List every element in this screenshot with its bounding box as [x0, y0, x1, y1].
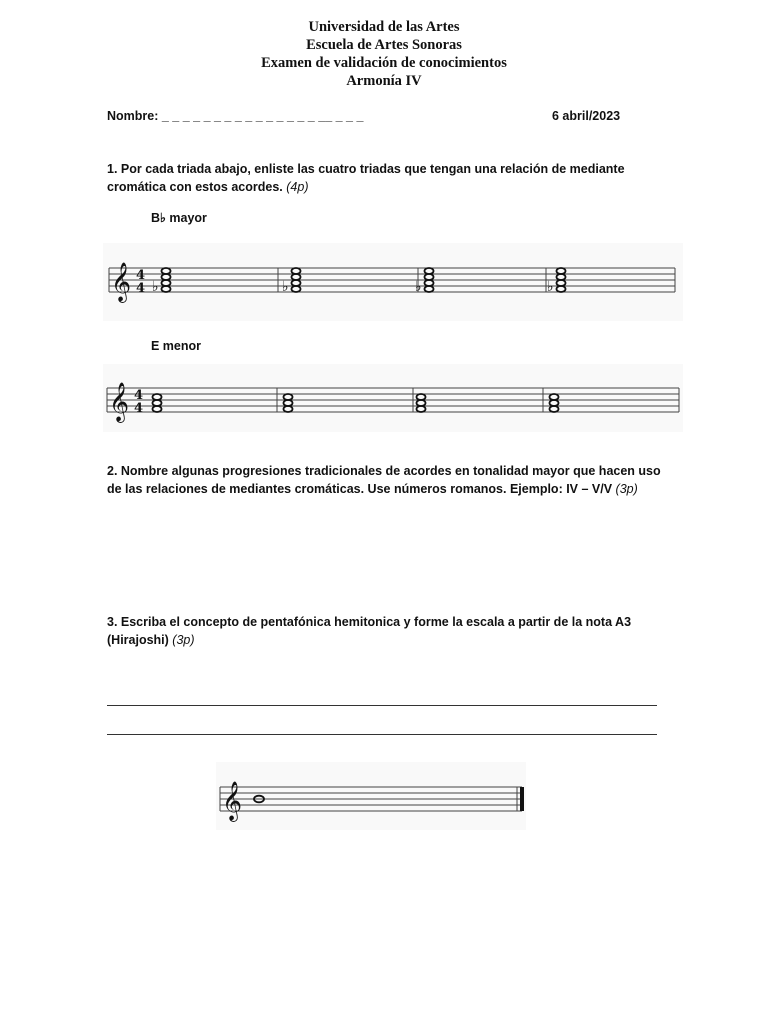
time-signature-top: 4 — [134, 388, 144, 403]
school-name: Escuela de Artes Sonoras — [306, 37, 462, 53]
time-signature-bottom: 4 — [134, 401, 144, 416]
question-1-points: (4p) — [286, 180, 309, 194]
question-2-points: (3p) — [615, 482, 638, 496]
name-field[interactable]: Nombre: _ _ _ _ _ _ _ _ _ _ _ _ _ _ _ __ _ _ _ — [107, 109, 364, 123]
treble-clef-icon: 𝄞 — [111, 262, 132, 302]
staff-2-label: E menor — [151, 339, 202, 353]
staff-hirajoshi[interactable] — [216, 762, 526, 830]
staff-1-label: B♭ mayor — [151, 211, 207, 225]
flat-sign-icon: ♭ — [282, 279, 289, 295]
question-1 — [107, 160, 667, 196]
flat-sign-icon: ♭ — [547, 279, 554, 295]
treble-clef-icon: 𝄞 — [109, 382, 130, 422]
course-title: Armonía IV — [346, 73, 422, 89]
answer-line-2[interactable] — [107, 734, 657, 735]
time-signature-top: 4 — [136, 268, 146, 283]
exam-date: 6 abril/2023 — [552, 109, 621, 123]
treble-clef-icon: 𝄞 — [222, 781, 243, 821]
question-2-text: 2. Nombre algunas progresiones tradicionales de acordes en tonalidad mayor que hacen uso de las relaciones de mediantes cromáticas. Use números romanos. Ejemplo: IV – V/V — [107, 464, 661, 496]
question-3-points: (3p) — [172, 633, 195, 647]
time-signature-bottom: 4 — [136, 281, 146, 296]
exam-header — [0, 18, 768, 90]
staff-e-minor[interactable] — [103, 364, 683, 432]
final-barline — [520, 787, 524, 811]
flat-sign-icon: ♭ — [152, 279, 159, 295]
flat-sign-icon: ♭ — [415, 279, 422, 295]
question-1-text: 1. Por cada triada abajo, enliste las cuatro triadas que tengan una relación de mediante cromática con estos acordes. — [107, 162, 625, 194]
university-name: Universidad de las Artes — [308, 19, 460, 35]
question-3 — [107, 613, 667, 649]
staff-bb-major[interactable] — [103, 243, 683, 321]
exam-title: Examen de validación de conocimientos — [261, 55, 507, 71]
answer-line-1[interactable] — [107, 705, 657, 706]
question-3-text: 3. Escriba el concepto de pentafónica hemitonica y forme la escala a partir de la nota A3 (Hirajoshi) — [107, 615, 632, 647]
question-2 — [107, 462, 667, 498]
